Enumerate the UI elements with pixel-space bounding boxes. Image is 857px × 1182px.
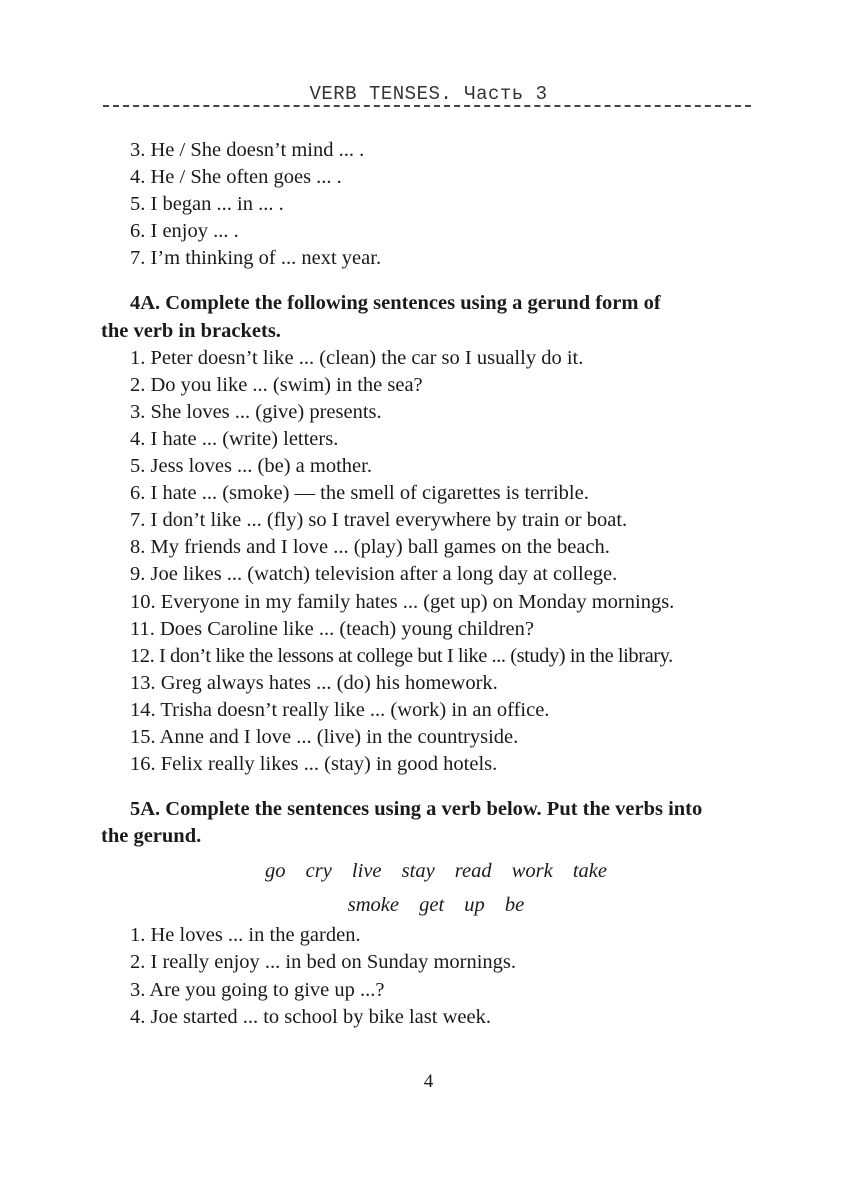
- exercise-item: 4. Joe started ... to school by bike last week.: [130, 1005, 491, 1028]
- list-item: 7. I’m thinking of ... next year.: [130, 247, 382, 270]
- exercise-item: 1. Peter doesn’t like ... (clean) the car so I usually do it.: [130, 346, 584, 369]
- exercise-item: 8. My friends and I love ... (play) ball games on the beach.: [130, 536, 610, 559]
- exercise-item: 5. Jess loves ... (be) a mother.: [130, 455, 372, 478]
- task-4a-instruction-cont: the verb in brackets.: [101, 319, 281, 342]
- list-item: 3. He / She doesn’t mind ... .: [130, 139, 365, 161]
- exercise-item: 10. Everyone in my family hates ... (get up) on Monday mornings.: [130, 590, 675, 613]
- exercise-item: 6. I hate ... (smoke) — the smell of cigarettes is terrible.: [130, 482, 589, 505]
- page-content: [101, 137, 751, 1031]
- exercise-item: 1. He loves ... in the garden.: [130, 924, 361, 947]
- exercise-item: 11. Does Caroline like ... (teach) young children?: [130, 617, 534, 640]
- list-item: 4. He / She often goes ... .: [130, 166, 342, 189]
- exercise-item: 14. Trisha doesn’t really like ... (work) in an office.: [130, 698, 550, 721]
- exercise-item: 9. Joe likes ... (watch) television after a long day at college.: [130, 563, 618, 586]
- task-5a-instruction-cont: the gerund.: [101, 825, 202, 848]
- exercise-item: 15. Anne and I love ... (live) in the countryside.: [130, 725, 519, 748]
- list-item: 6. I enjoy ... .: [130, 220, 239, 243]
- header-dashed-rule: [103, 105, 751, 107]
- exercise-item: 7. I don’t like ... (fly) so I travel everywhere by train or boat.: [130, 509, 628, 532]
- word-bank-line: go cry live stay read work take: [265, 860, 607, 883]
- exercise-item: 3. She loves ... (give) presents.: [130, 400, 382, 423]
- exercise-item: 3. Are you going to give up ...?: [130, 978, 385, 1001]
- exercise-item: 12. I don’t like the lessons at college but I like ... (study) in the library.: [130, 644, 673, 667]
- page-number: 4: [423, 1071, 434, 1092]
- task-5a-instruction: 5A. Complete the sentences using a verb below. Put the verbs into: [130, 798, 703, 821]
- exercise-item: 2. Do you like ... (swim) in the sea?: [130, 373, 423, 396]
- exercise-item: 13. Greg always hates ... (do) his homework.: [130, 671, 498, 694]
- list-item: 5. I began ... in ... .: [130, 193, 284, 216]
- task-4a-instruction: 4A. Complete the following sentences using a gerund form of: [130, 292, 661, 315]
- running-header: VERB TENSES. Часть 3: [309, 83, 548, 105]
- exercise-item: 16. Felix really likes ... (stay) in good hotels.: [130, 753, 498, 776]
- exercise-item: 4. I hate ... (write) letters.: [130, 427, 339, 450]
- word-bank-line: smoke get up be: [347, 894, 525, 917]
- exercise-item: 2. I really enjoy ... in bed on Sunday mornings.: [130, 951, 517, 974]
